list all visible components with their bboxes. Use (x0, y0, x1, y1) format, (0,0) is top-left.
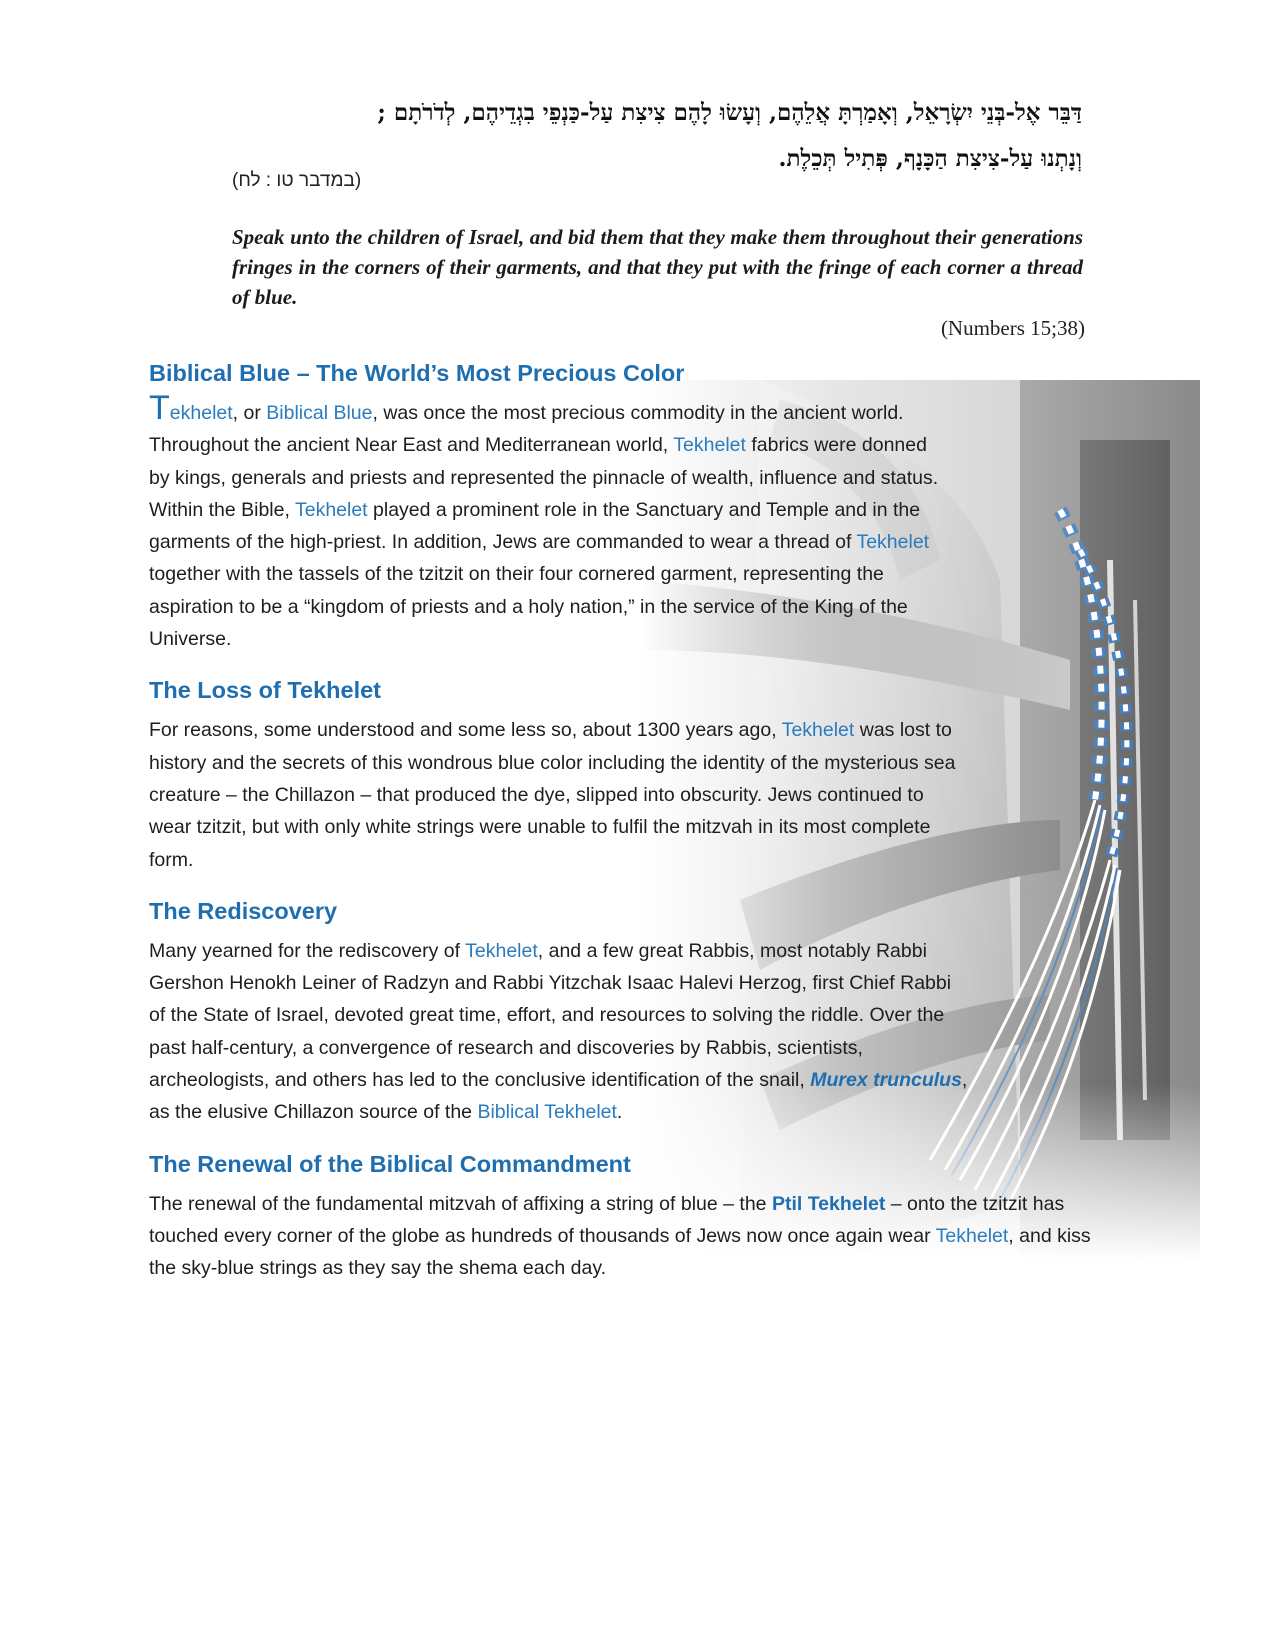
tekhelet-term: ekhelet (169, 402, 233, 424)
text-run: played a prominent role in the Sanctuary and Temple and in the garments of the high-priest. In addition, Jews are commanded to wear a thread of (149, 498, 921, 554)
section-rediscovery (149, 898, 1109, 1129)
text-run: fabrics were donned by kings, generals and priests and represented the pinnacle of wealth, influence and status. Within the Bible, (149, 434, 939, 521)
section-heading: The Renewal of the Biblical Commandment (149, 1150, 631, 1177)
section-heading: The Rediscovery (149, 897, 338, 924)
section-paragraph (149, 389, 949, 655)
tekhelet-term: Tekhelet (935, 1224, 1009, 1247)
biblical-tekhelet-term: Biblical Tekhelet (477, 1101, 617, 1124)
text-run: , or (232, 402, 267, 424)
hebrew-reference: (במדבר טו : לח) (232, 170, 362, 191)
verse-reference: (Numbers 15;38) (940, 316, 1085, 340)
text-run: Many yearned for the rediscovery of (149, 939, 466, 962)
text-run: , and a few great Rabbis, most notably Rabbi Gershon Henokh Leiner of Radzyn and Rabbi Yitzchak Isaac Halevi Herzog, first Chief Rabbi of the State of Israel, devoted great time, effort, and resources to solving the riddle. Over the past half-century, a convergence of research and discoveries by Rabbis, scientists, archeologists, and others has led to the conclusive identification of the snail, (149, 939, 952, 1092)
text-run: For reasons, some understood and some less so, about 1300 years ago, (149, 719, 782, 742)
section-paragraph (149, 935, 969, 1129)
hebrew-verse-line-1: דַּבֵּר אֶל-בְּנֵי יִשְׂרָאֵל, וְאָמַרְתָּ אֲלֵהֶם, וְעָשׂוּ לָהֶם צִיצִת עַל-כַּנְפֵי בִגְדֵיהֶם, לְדֹרֹתָם ; (377, 99, 1082, 126)
section-biblical-blue (149, 360, 1109, 655)
text-run: . (616, 1101, 623, 1124)
section-paragraph (149, 1188, 1109, 1285)
ptil-tekhelet-term: Ptil Tekhelet (771, 1192, 886, 1215)
section-paragraph (149, 714, 969, 875)
text-run: , as the elusive Chillazon source of the (149, 1069, 968, 1124)
tekhelet-term: Tekhelet (673, 434, 746, 457)
text-run: – onto the tzitzit has touched every corner of the globe as hundreds of thousands of Jews now once again wear (149, 1192, 1065, 1247)
tekhelet-term: Tekhelet (294, 498, 368, 521)
text-run: was lost to history and the secrets of this wondrous blue color including the identity of the mysterious sea creature – the Chillazon – that produced the dye, slipped into obscurity. Jews continued to wear tzitzit, but with only white strings were unable to fulfil the mitzvah in its most complete form. (149, 719, 956, 871)
tekhelet-term: Tekhelet (856, 531, 930, 554)
text-run: together with the tassels of the tzitzit on their four cornered garment, representing the aspiration to be a “kingdom of priests and a holy nation,” in the service of the King of the Universe. (149, 563, 908, 651)
drop-cap: T (149, 389, 170, 427)
text-run: , was once the most precious commodity in the ancient world. Throughout the ancient Near East and Mediterranean world, (149, 402, 904, 457)
section-heading: The Loss of Tekhelet (149, 677, 381, 704)
biblical-blue-term: Biblical Blue (266, 402, 373, 424)
murex-trunculus-term: Murex trunculus (810, 1069, 962, 1092)
text-run: The renewal of the fundamental mitzvah of affixing a string of blue – the (149, 1192, 772, 1215)
section-loss-of-tekhelet (149, 677, 1109, 875)
tekhelet-term: Tekhelet (781, 719, 855, 742)
text-run: , and kiss the sky-blue strings as they say the shema each day. (149, 1224, 1091, 1280)
section-renewal (149, 1151, 1109, 1285)
hebrew-verse (232, 90, 1082, 182)
english-verse: Speak unto the children of Israel, and bid them that they make them throughout their generations fringes in the corners of their garments, and that they put with the fringe of each corner a thread of blue. (232, 225, 1083, 309)
tekhelet-term: Tekhelet (465, 939, 538, 962)
hebrew-verse-line-2: וְנָתְנוּ עַל-צִיצִת הַכָּנָף, פְּתִיל תְּכֵלֶת. (778, 145, 1082, 172)
section-heading: Biblical Blue – The World’s Most Precious Color (149, 360, 685, 386)
main-content (149, 360, 1109, 1285)
